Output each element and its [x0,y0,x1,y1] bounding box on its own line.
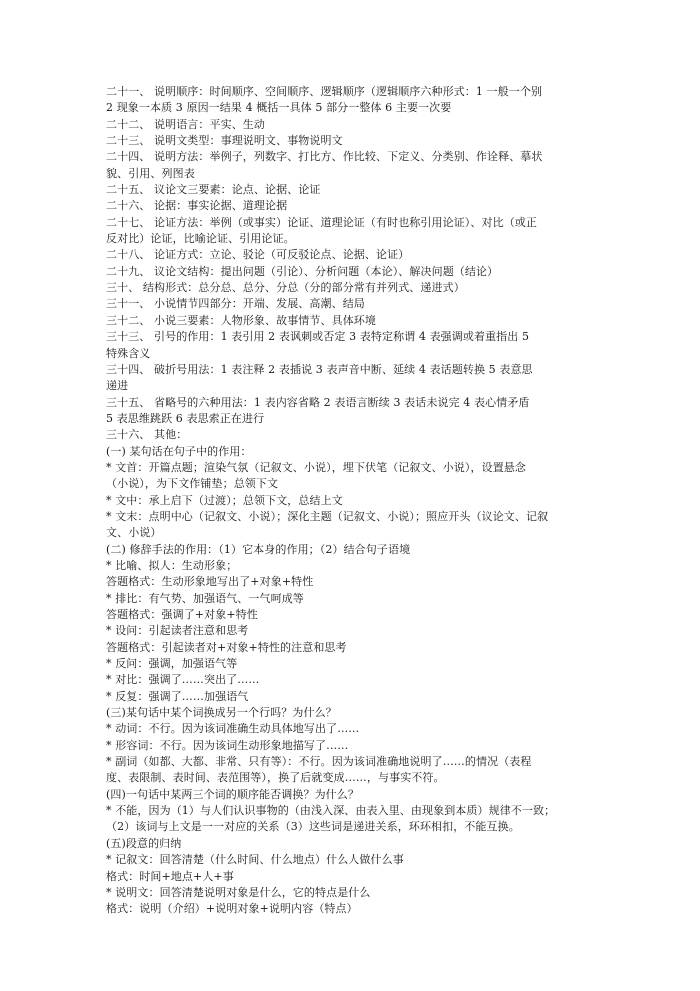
text-line: 答题格式：生动形象地写出了+对象+特性 [106,575,314,589]
text-line: * 排比：有气势、加强语气、一气呵成等 [106,591,304,605]
text-line: 二十九、 议论文结构：提出问题（引论）、分析问题（本论）、解决问题（结论） [106,264,499,278]
text-line: 三十一、 小说情节四部分：开端、发展、高潮、结局 [106,297,365,311]
document-page [106,84,606,918]
text-line: (一) 某句话在句子中的作用： [106,444,252,458]
text-line: * 副词（如都、大都、非常、只有等）：不行。因为该词准确地说明了……的情况（表程 [106,755,532,769]
text-line: 2 现象一本质 3 原因一结果 4 概括一具体 5 部分一整体 6 主要一次要 [106,101,452,115]
text-line: 三十六、 其他： [106,428,188,442]
text-line: 二十三、 说明文类型：事理说明文、事物说明文 [106,134,343,148]
text-line: 答题格式：引起读者对+对象+特性的注意和思考 [106,640,347,654]
text-line: * 不能，因为（1）与人们认识事物的（由浅入深、由表入里、由现象到本质）规律不一致； [106,804,556,818]
text-line: * 比喻、拟人：生动形象； [106,558,238,572]
text-line: * 说明文：回答清楚说明对象是什么，它的特点是什么 [106,885,371,899]
text-line: * 设问：引起读者注意和思考 [106,624,249,638]
text-line: 三十、 结构形式：总分总、总分、分总（分的部分常有并列式、递进式） [106,281,465,295]
text-line: 二十八、 论证方式：立论、驳论（可反驳论点、论据、论证） [106,248,410,262]
text-line: * 文末：点明中心（记叙文、小说）；深化主题（记叙文、小说）；照应开头（议论文、记叙 [106,509,549,523]
text-line: * 记叙文：回答清楚（什么时间、什么地点）什么人做什么事 [106,853,404,867]
text-line: * 对比：强调了……突出了…… [106,673,260,687]
text-line: * 动词：不行。因为该词准确生动具体地写出了…… [106,722,360,736]
text-line: 貌、引用、列图表 [106,166,195,180]
text-line: 特殊含义 [106,346,151,360]
text-line: 二十二、 说明语言：平实、生动 [106,117,265,131]
text-line: (三)某句话中某个词换成另一个行吗？为什么？ [106,706,337,720]
text-line: 度、表限制、表时间、表范围等），换了后就变成……，与事实不符。 [106,771,445,785]
text-line: 二十七、 论证方法：举例（或事实）论证、道理论证（有时也称引用论证）、对比（或正 [106,215,537,229]
text-line: （2）该词与上文是一一对应的关系（3）这些词是递进关系，环环相扣，不能互换。 [106,820,520,834]
text-line: 二十一、 说明顺序：时间顺序、空间顺序、逻辑顺序（逻辑顺序六种形式：1 一般一个别 [106,85,543,98]
text-line: * 文中：承上启下（过渡）；总领下文，总结上文 [106,493,343,507]
text-line: * 形容词：不行。因为该词生动形象地描写了…… [106,738,349,752]
text-line: 递进 [106,379,129,393]
text-line: 二十四、 说明方法：举例子，列数字、打比方、作比较、下定义、分类别、作诠释、摹状 [106,150,543,164]
text-line: (二) 修辞手法的作用：（1）它本身的作用；（2）结合句子语境 [106,542,411,556]
text-line: 三十四、 破折号用法：1 表注释 2 表插说 3 表声音中断、延续 4 表话题转换 5 表意思 [106,362,533,376]
text-line: * 反问：强调，加强语气等 [106,657,238,671]
text-line: 格式：时间+地点+人+事 [106,869,234,883]
text-line: * 反复：强调了……加强语气 [106,689,249,703]
text-line: 反对比）论证，比喻论证、引用论证。 [106,232,295,246]
text-line: (五)段意的归纳 [106,836,182,850]
text-line: 三十二、 小说三要素：人物形象、故事情节、具体环境 [106,313,376,327]
text-line: 文、小说） [106,526,162,540]
text-line: 格式：说明（介绍）+说明对象+说明内容（特点） [106,902,358,916]
text-line: (四)一句话中某两三个词的顺序能否调换？为什么？ [106,787,359,801]
text-line: * 文首：开篇点题；渲染气氛（记叙文、小说），埋下伏笔（记叙文、小说），设置悬念 [106,460,526,474]
text-line: （小说），为下文作铺垫；总领下文 [106,477,279,491]
text-line: 三十五、 省略号的六种用法：1 表内容省略 2 表语言断续 3 表话未说完 4 表心情矛盾 [106,395,530,409]
text-line: 答题格式：强调了+对象+特性 [106,608,258,621]
text-line: 二十五、 议论文三要素：论点、论据、论证 [106,183,321,197]
text-line: 5 表思维跳跃 6 表思索正在进行 [106,411,265,425]
text-line: 三十三、 引号的作用：1 表引用 2 表讽刺或否定 3 表特定称谓 4 表强调或着重指出 5 [106,330,530,344]
text-line: 二十六、 论据：事实论据、道理论据 [106,199,288,213]
